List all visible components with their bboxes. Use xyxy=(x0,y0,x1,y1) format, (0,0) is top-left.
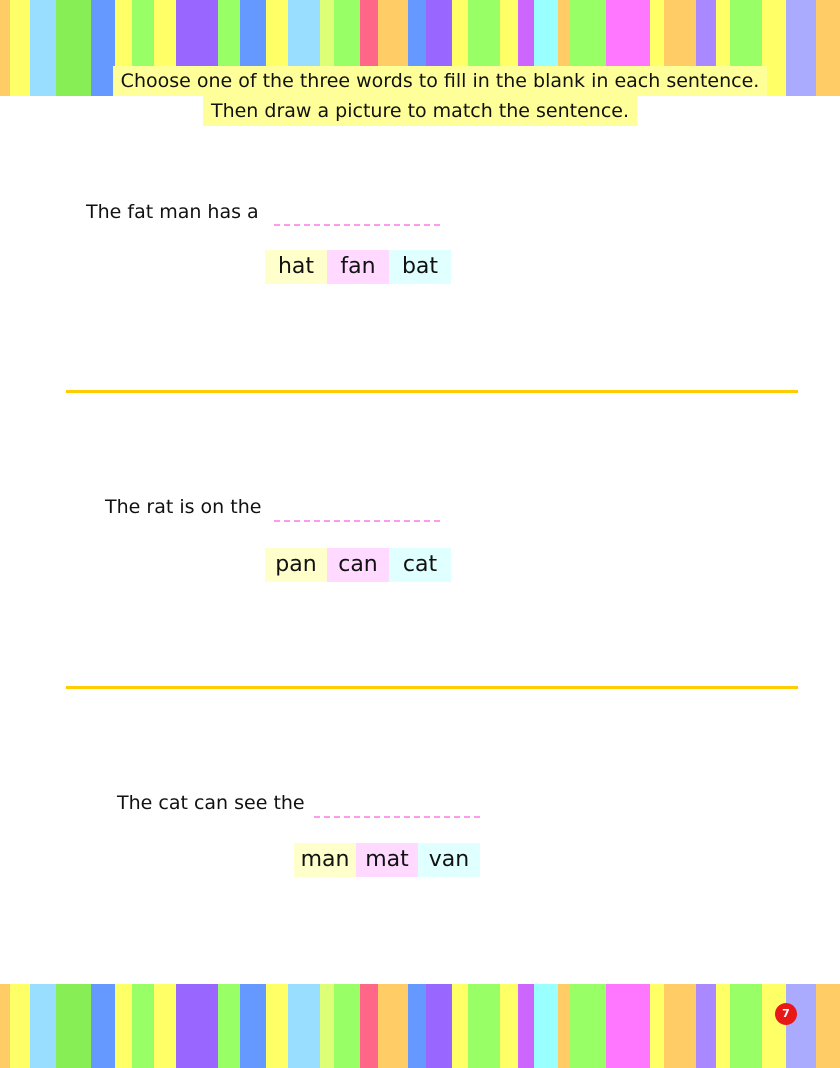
stripe xyxy=(30,984,56,1068)
stripe xyxy=(266,984,288,1068)
section-divider xyxy=(66,686,798,689)
word-choice[interactable]: van xyxy=(418,843,480,877)
answer-blank[interactable] xyxy=(314,816,480,818)
stripe xyxy=(606,984,650,1068)
stripe xyxy=(696,984,716,1068)
word-choices xyxy=(265,548,451,582)
stripe xyxy=(534,984,558,1068)
stripe xyxy=(408,984,426,1068)
stripe xyxy=(115,984,132,1068)
answer-blank[interactable] xyxy=(274,224,440,226)
stripe xyxy=(154,984,176,1068)
stripe xyxy=(176,984,218,1068)
stripe xyxy=(132,984,154,1068)
instructions xyxy=(0,66,840,126)
stripe xyxy=(762,984,786,1068)
stripe xyxy=(570,984,606,1068)
stripe xyxy=(240,984,266,1068)
stripe xyxy=(0,984,10,1068)
word-choice[interactable]: man xyxy=(294,843,356,877)
stripe xyxy=(730,984,762,1068)
word-choice[interactable]: fan xyxy=(327,250,389,284)
word-choices xyxy=(294,843,480,877)
sentence-text: The fat man has a xyxy=(86,201,259,223)
stripe xyxy=(452,984,468,1068)
stripe xyxy=(518,984,534,1068)
stripe xyxy=(664,984,696,1068)
word-choice[interactable]: pan xyxy=(265,548,327,582)
stripe xyxy=(650,984,664,1068)
word-choice[interactable]: hat xyxy=(265,250,327,284)
stripe xyxy=(218,984,240,1068)
stripe xyxy=(56,984,91,1068)
stripe xyxy=(378,984,408,1068)
stripe xyxy=(360,984,378,1068)
bottom-stripe-border xyxy=(0,984,840,1068)
sentence-text: The rat is on the xyxy=(105,496,262,518)
word-choice[interactable]: bat xyxy=(389,250,451,284)
stripe xyxy=(816,984,840,1068)
stripe xyxy=(426,984,452,1068)
word-choice[interactable]: cat xyxy=(389,548,451,582)
word-choice[interactable]: mat xyxy=(356,843,418,877)
answer-blank[interactable] xyxy=(274,520,440,522)
sentence-text: The cat can see the xyxy=(117,792,305,814)
stripe xyxy=(288,984,320,1068)
stripe xyxy=(468,984,500,1068)
stripe xyxy=(716,984,730,1068)
stripe xyxy=(334,984,360,1068)
stripe xyxy=(10,984,30,1068)
instruction-line-1: Choose one of the three words to fill in the blank in each sentence. xyxy=(113,66,768,96)
stripe xyxy=(558,984,570,1068)
page-number-badge: 7 xyxy=(777,1005,795,1023)
stripe xyxy=(320,984,334,1068)
stripe xyxy=(91,984,115,1068)
section-divider xyxy=(66,390,798,393)
stripe xyxy=(786,984,816,1068)
stripe xyxy=(500,984,518,1068)
word-choice[interactable]: can xyxy=(327,548,389,582)
word-choices xyxy=(265,250,451,284)
instruction-line-2: Then draw a picture to match the sentence. xyxy=(203,96,637,126)
